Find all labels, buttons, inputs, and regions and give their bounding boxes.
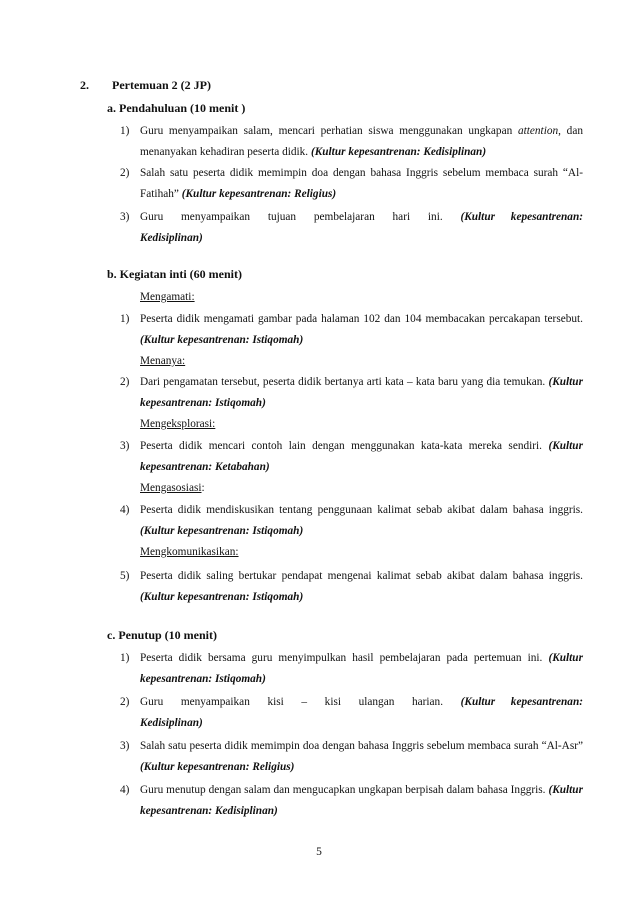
inti-item-2-culture: (Kultur kepesantrenan: Istiqomah) (140, 376, 583, 409)
penutup-item-1 (140, 648, 583, 690)
inti-item-4 (140, 500, 583, 542)
inti-label-menanya: Menanya: (140, 355, 186, 367)
page-number: 5 (316, 846, 322, 858)
penutup-item-2 (140, 692, 583, 734)
pendahuluan-item-2-culture: (Kultur kepesantrenan: Religius) (181, 188, 337, 200)
pendahuluan-item-3 (140, 207, 583, 249)
inti-item-3-number: 3) (120, 440, 130, 452)
pendahuluan-heading: a. Pendahuluan (10 menit ) (107, 101, 246, 115)
inti-item-3-text: Peserta didik mencari contoh lain dengan menggunakan kata-kata mereka sendiri. (140, 440, 549, 452)
inti-label-mengasosiasi-colon: : (201, 482, 205, 494)
penutup-item-4-number: 4) (120, 784, 130, 796)
penutup-item-1-number: 1) (120, 652, 130, 664)
inti-item-1 (140, 309, 583, 351)
penutup-item-1-culture: (Kultur kepesantrenan: Istiqomah) (140, 652, 583, 685)
pendahuluan-item-2-number: 2) (120, 167, 130, 179)
penutup-item-3 (140, 736, 583, 778)
pendahuluan-item-2-text: Salah satu peserta didik memimpin doa dengan bahasa Inggris sebelum membaca surah “Al-Fatihah” (140, 167, 583, 200)
inti-item-4-number: 4) (120, 504, 130, 516)
penutup-item-2-text: Guru menyampaikan kisi – kisi ulangan harian. (140, 696, 461, 708)
inti-label-mengamati: Mengamati: (140, 291, 195, 303)
inti-item-3 (140, 436, 583, 478)
pendahuluan-item-1-text: Guru menyampaikan salam, mencari perhatian siswa menggunakan ungkapan (140, 125, 518, 137)
inti-item-5-culture: (Kultur kepesantrenan: Istiqomah) (140, 591, 304, 603)
inti-item-3-culture: (Kultur kepesantrenan: Ketabahan) (140, 440, 583, 473)
pendahuluan-item-3-number: 3) (120, 211, 130, 223)
section-number: 2. (80, 78, 89, 92)
pendahuluan-item-1-italic: attention (517, 125, 559, 137)
pendahuluan-item-3-culture: (Kultur kepesantrenan: Kedisiplinan) (140, 211, 583, 244)
pendahuluan-item-1-number: 1) (120, 125, 130, 137)
inti-item-4-text: Peserta didik mendiskusikan tentang penggunaan kalimat sebab akibat dalam bahasa inggris. (140, 504, 583, 516)
pendahuluan-item-1 (140, 121, 583, 163)
inti-item-1-culture: (Kultur kepesantrenan: Istiqomah) (140, 334, 304, 346)
penutup-heading: c. Penutup (10 menit) (107, 628, 217, 642)
inti-item-2-text: Dari pengamatan tersebut, peserta didik bertanya arti kata – kata baru yang dia temukan. (140, 376, 549, 388)
pendahuluan-item-1-culture: (Kultur kepesantrenan: Kedisiplinan) (310, 146, 487, 158)
penutup-item-3-culture: (Kultur kepesantrenan: Religius) (140, 761, 295, 773)
penutup-item-2-number: 2) (120, 696, 130, 708)
penutup-item-4-culture: (Kultur kepesantrenan: Kedisiplinan) (140, 784, 583, 817)
pendahuluan-item-1-text-2: , dan menanyakan kehadiran peserta didik. (140, 125, 583, 158)
inti-item-2-number: 2) (120, 376, 130, 388)
inti-heading: b. Kegiatan inti (60 menit) (107, 267, 242, 281)
pendahuluan-item-2 (140, 163, 583, 205)
inti-item-5 (140, 566, 583, 608)
penutup-item-3-number: 3) (120, 740, 130, 752)
inti-item-1-number: 1) (120, 313, 130, 325)
inti-label-mengasosiasi: Mengasosiasi (140, 482, 202, 494)
section-title: Pertemuan 2 (2 JP) (112, 78, 211, 92)
inti-label-mengeksplorasi: Mengeksplorasi: (140, 418, 216, 430)
inti-item-5-text: Peserta didik saling bertukar pendapat mengenai kalimat sebab akibat dalam bahasa inggris. (140, 570, 583, 582)
inti-item-5-number: 5) (120, 570, 130, 582)
penutup-item-2-culture: (Kultur kepesantrenan: Kedisiplinan) (140, 696, 583, 729)
penutup-item-1-text: Peserta didik bersama guru menyimpulkan hasil pembelajaran pada pertemuan ini. (140, 652, 549, 664)
inti-label-mengasosiasi-wrap (140, 478, 205, 499)
penutup-item-4-text: Guru menutup dengan salam dan mengucapkan ungkapan berpisah dalam bahasa Inggris. (140, 784, 549, 796)
inti-item-4-culture: (Kultur kepesantrenan: Istiqomah) (140, 525, 304, 537)
penutup-item-3-text: Salah satu peserta didik memimpin doa dengan bahasa Inggris sebelum membaca surah “Al-Asr” (140, 740, 583, 752)
inti-label-mengkomunikasikan: Mengkomunikasikan: (140, 546, 239, 558)
inti-item-2 (140, 372, 583, 414)
penutup-item-4 (140, 780, 583, 822)
inti-item-1-text: Peserta didik mengamati gambar pada halaman 102 dan 104 membacakan percakapan tersebut. (140, 313, 583, 325)
pendahuluan-item-3-text: Guru menyampaikan tujuan pembelajaran hari ini. (140, 211, 461, 223)
